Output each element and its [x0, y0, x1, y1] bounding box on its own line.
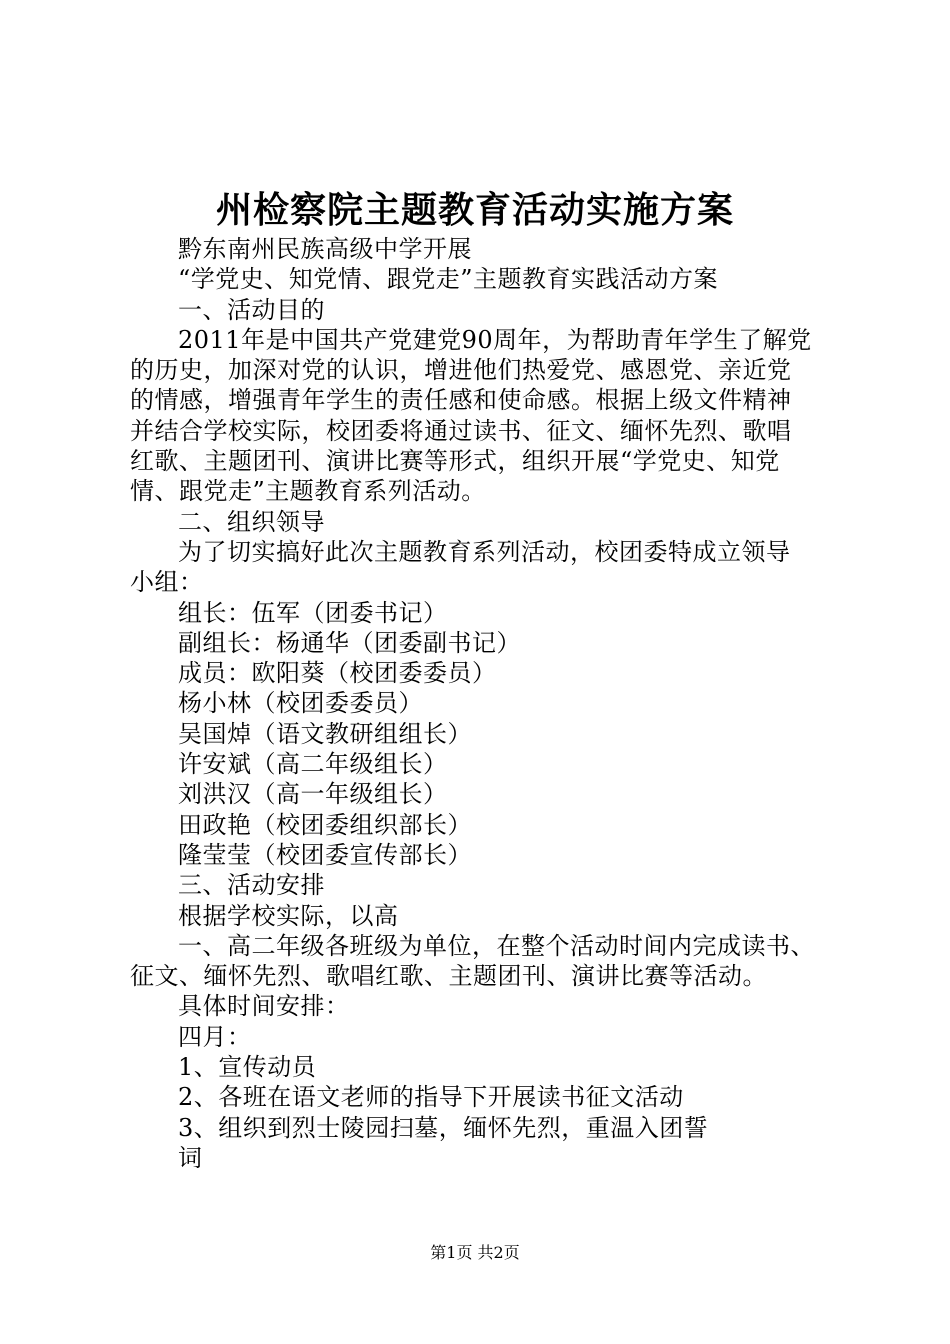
- body-line: 红歌、主题团刊、演讲比赛等形式，组织开展“学党史、知党: [130, 447, 780, 476]
- body-line: 情、跟党走”主题教育系列活动。: [130, 477, 486, 506]
- body-line: 吴国焯（语文教研组组长）: [178, 719, 472, 748]
- body-line: 组长：伍军（团委书记）: [178, 598, 448, 627]
- body-line: 具体时间安排：: [178, 992, 350, 1021]
- body-line: 三、活动安排: [178, 871, 325, 900]
- body-line: 3、组织到烈士陵园扫墓，缅怀先烈，重温入团誓: [178, 1113, 709, 1142]
- body-line: 杨小林（校团委委员）: [178, 689, 423, 718]
- body-line: 田政艳（校团委组织部长）: [178, 810, 472, 839]
- body-line: 词: [178, 1143, 203, 1172]
- body-line: 并结合学校实际，校团委将通过读书、征文、缅怀先烈、歌唱: [130, 416, 792, 445]
- body-line: 的历史，加深对党的认识，增进他们热爱党、感恩党、亲近党: [130, 356, 792, 385]
- body-line: 隆莹莹（校团委宣传部长）: [178, 840, 472, 869]
- body-line: 的情感，增强青年学生的责任感和使命感。根据上级文件精神: [130, 386, 792, 415]
- body-line: 一、高二年级各班级为单位，在整个活动时间内完成读书、: [178, 931, 815, 960]
- body-line: 成员：欧阳葵（校团委委员）: [178, 659, 497, 688]
- body-line: 根据学校实际，以高: [178, 901, 399, 930]
- document-body: [130, 234, 850, 1173]
- body-line: 2、各班在语文老师的指导下开展读书征文活动: [178, 1083, 684, 1112]
- body-line: 1、宣传动员: [178, 1053, 317, 1082]
- body-line: 副组长：杨通华（团委副书记）: [178, 628, 521, 657]
- body-line: 许安斌（高二年级组长）: [178, 750, 448, 779]
- body-line: 二、组织领导: [178, 507, 325, 536]
- body-line: 征文、缅怀先烈、歌唱红歌、主题团刊、演讲比赛等活动。: [130, 962, 767, 991]
- body-line: 为了切实搞好此次主题教育系列活动，校团委特成立领导: [178, 537, 791, 566]
- body-line: 黔东南州民族高级中学开展: [178, 235, 472, 263]
- page-footer: 第1页 共2页: [430, 1243, 520, 1262]
- body-line: 四月：: [178, 1022, 252, 1051]
- body-line: 刘洪汉（高一年级组长）: [178, 780, 448, 809]
- body-line: 小组：: [130, 568, 204, 597]
- body-line: 2011年是中国共产党建党90周年，为帮助青年学生了解党: [178, 325, 812, 354]
- document-title: 州检察院主题教育活动实施方案: [215, 189, 734, 231]
- body-line: “学党史、知党情、跟党走”主题教育实践活动方案: [178, 265, 719, 294]
- body-line: 一、活动目的: [178, 295, 325, 324]
